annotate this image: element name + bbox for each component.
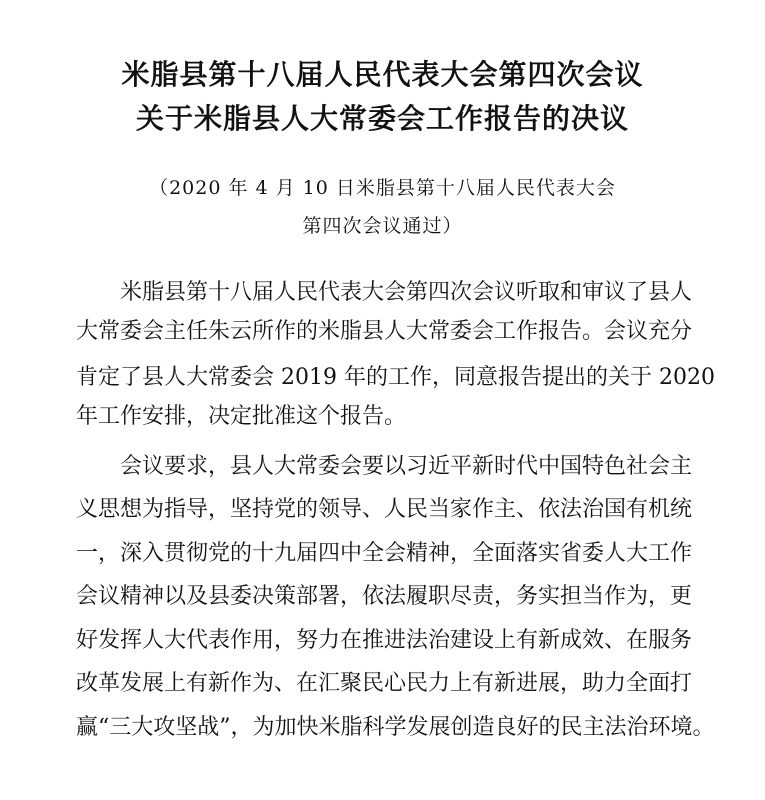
paragraph-1-line: 年工作安排，决定批准这个报告。 — [76, 404, 407, 429]
adoption-note-line-1: （2020 年 4 月 10 日米脂县第十八届人民代表大会 — [149, 177, 616, 199]
document-title-line-1: 米脂县第十八届人民代表大会第四次会议 — [121, 58, 644, 91]
paragraph-2-line: 义思想为指导，坚持党的领导、人民当家作主、依法治国有机统 — [76, 497, 693, 522]
paragraph-2-line: 好发挥人大代表作用，努力在推进法治建设上有新成效、在服务 — [76, 628, 693, 653]
paragraph-1-line: 大常委会主任朱云所作的米脂县人大常委会工作报告。会议充分 — [76, 319, 693, 344]
adoption-note-line-2: 第四次会议通过） — [302, 215, 463, 237]
paragraph-2-line: 一，深入贯彻党的十九届四中全会精神，全面落实省委人大工作 — [76, 541, 693, 566]
paragraph-2-line: 会议要求，县人大常委会要以习近平新时代中国特色社会主 — [120, 454, 693, 479]
paragraph-2-line: 改革发展上有新作为、在汇聚民心民力上有新进展，助力全面打 — [76, 671, 693, 696]
paragraph-1-line: 肯定了县人大常委会 2019 年的工作，同意报告提出的关于 2020 — [76, 365, 715, 390]
paragraph-1-line: 米脂县第十八届人民代表大会第四次会议听取和审议了县人 — [120, 280, 693, 305]
document-title-line-2: 关于米脂县人大常委会工作报告的决议 — [135, 102, 629, 135]
paragraph-2-line: 会议精神以及县委决策部署，依法履职尽责，务实担当作为，更 — [76, 584, 693, 609]
paragraph-2-line: 赢“三大攻坚战”，为加快米脂科学发展创造良好的民主法治环境。 — [76, 715, 715, 740]
